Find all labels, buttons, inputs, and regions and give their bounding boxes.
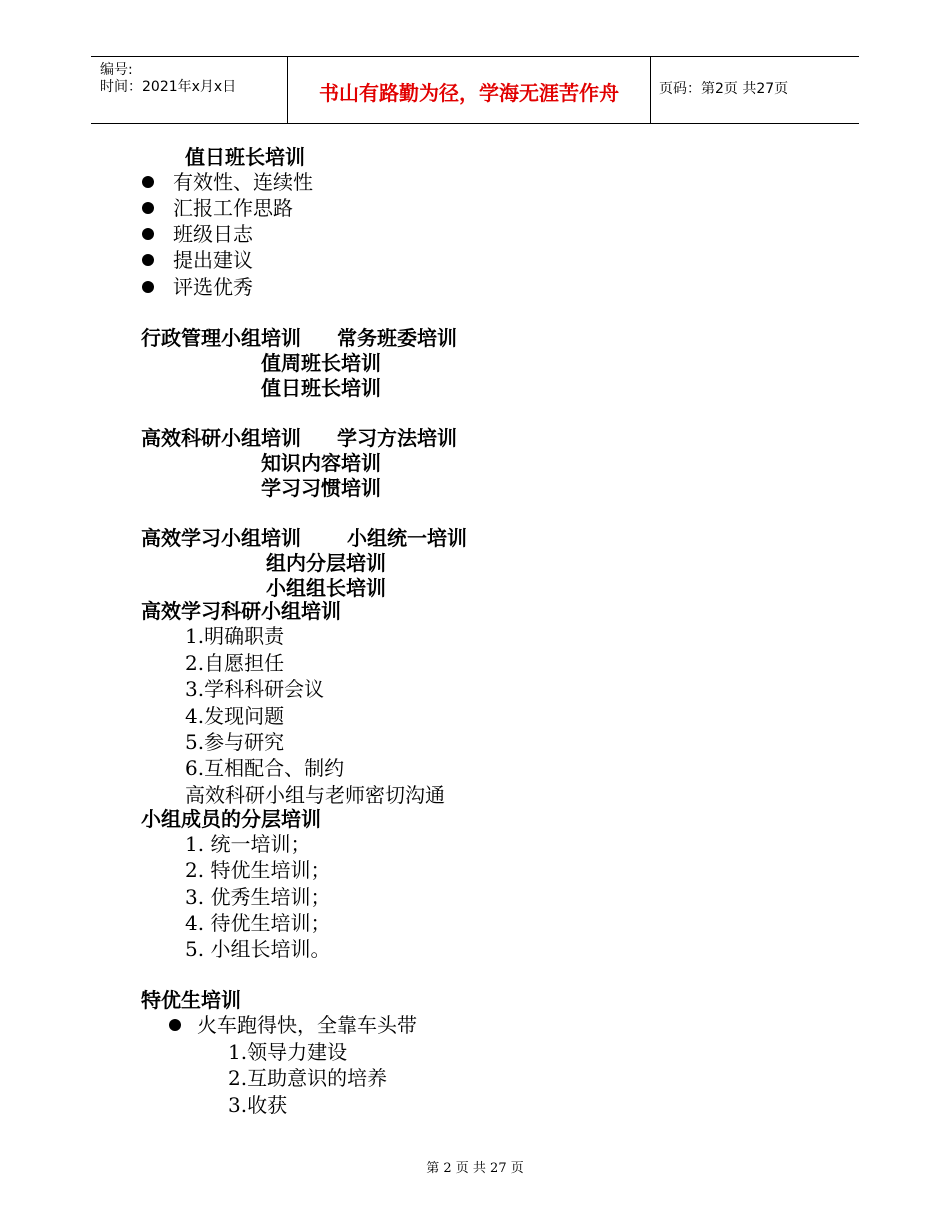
bullet-dot-icon bbox=[169, 1019, 181, 1031]
numbered-item: 5. 小组长培训。 bbox=[185, 937, 331, 961]
section-title: 小组成员的分层培训 bbox=[141, 807, 321, 831]
sub-item: 小组统一培训 bbox=[347, 526, 467, 550]
document-code-label: 编号: bbox=[100, 62, 133, 78]
section-title: 高效学习小组培训 bbox=[141, 526, 301, 550]
header-page-info: 页码：第2页 共27页 bbox=[659, 81, 789, 97]
page-header bbox=[91, 56, 859, 124]
section-title: 高效科研小组培训 bbox=[141, 426, 301, 450]
bullet-dot-icon bbox=[142, 281, 154, 293]
header-motto: 书山有路勤为径，学海无涯苦作舟 bbox=[319, 81, 619, 105]
numbered-item: 3. 优秀生培训； bbox=[185, 885, 331, 909]
header-left-cell bbox=[91, 57, 287, 123]
page-footer: 第 2 页 共 27 页 bbox=[426, 1161, 524, 1176]
numbered-item: 4.发现问题 bbox=[185, 704, 285, 728]
numbered-item: 3.学科科研会议 bbox=[185, 677, 325, 701]
numbered-item: 1.明确职责 bbox=[185, 624, 285, 648]
sub-item: 值周班长培训 bbox=[261, 351, 381, 375]
sub-item: 学习习惯培训 bbox=[261, 476, 381, 500]
section-note: 高效科研小组与老师密切沟通 bbox=[185, 783, 445, 807]
bullet-item: 提出建议 bbox=[173, 248, 253, 272]
bullet-item: 班级日志 bbox=[173, 222, 253, 246]
sub-item: 学习方法培训 bbox=[337, 426, 457, 450]
numbered-item: 1. 统一培训； bbox=[185, 832, 311, 856]
numbered-item: 1.领导力建设 bbox=[228, 1040, 348, 1064]
numbered-item: 2.互助意识的培养 bbox=[228, 1066, 388, 1090]
numbered-item: 2. 特优生培训； bbox=[185, 858, 331, 882]
sub-item: 值日班长培训 bbox=[261, 376, 381, 400]
numbered-item: 3.收获 bbox=[228, 1093, 288, 1117]
header-right-cell bbox=[650, 57, 859, 123]
section-title: 值日班长培训 bbox=[185, 145, 305, 169]
numbered-item: 4. 待优生培训； bbox=[185, 911, 331, 935]
bullet-item: 评选优秀 bbox=[173, 275, 253, 299]
sub-item: 常务班委培训 bbox=[337, 326, 457, 350]
bullet-dot-icon bbox=[142, 228, 154, 240]
bullet-dot-icon bbox=[142, 254, 154, 266]
sub-item: 知识内容培训 bbox=[261, 451, 381, 475]
sub-item: 小组组长培训 bbox=[266, 576, 386, 600]
numbered-item: 2.自愿担任 bbox=[185, 651, 285, 675]
bullet-item: 汇报工作思路 bbox=[173, 196, 293, 220]
bullet-dot-icon bbox=[142, 176, 154, 188]
numbered-item: 6.互相配合、制约 bbox=[185, 756, 345, 780]
bullet-item: 有效性、连续性 bbox=[173, 170, 313, 194]
bullet-item: 火车跑得快，全靠车头带 bbox=[197, 1013, 417, 1037]
sub-item: 组内分层培训 bbox=[266, 551, 386, 575]
header-middle-cell bbox=[287, 57, 651, 123]
numbered-item: 5.参与研究 bbox=[185, 730, 285, 754]
section-title: 高效学习科研小组培训 bbox=[141, 599, 341, 623]
bullet-dot-icon bbox=[142, 202, 154, 214]
section-title: 特优生培训 bbox=[141, 988, 241, 1012]
section-title: 行政管理小组培训 bbox=[141, 326, 301, 350]
document-time-label: 时间：2021年x月x日 bbox=[100, 79, 237, 95]
